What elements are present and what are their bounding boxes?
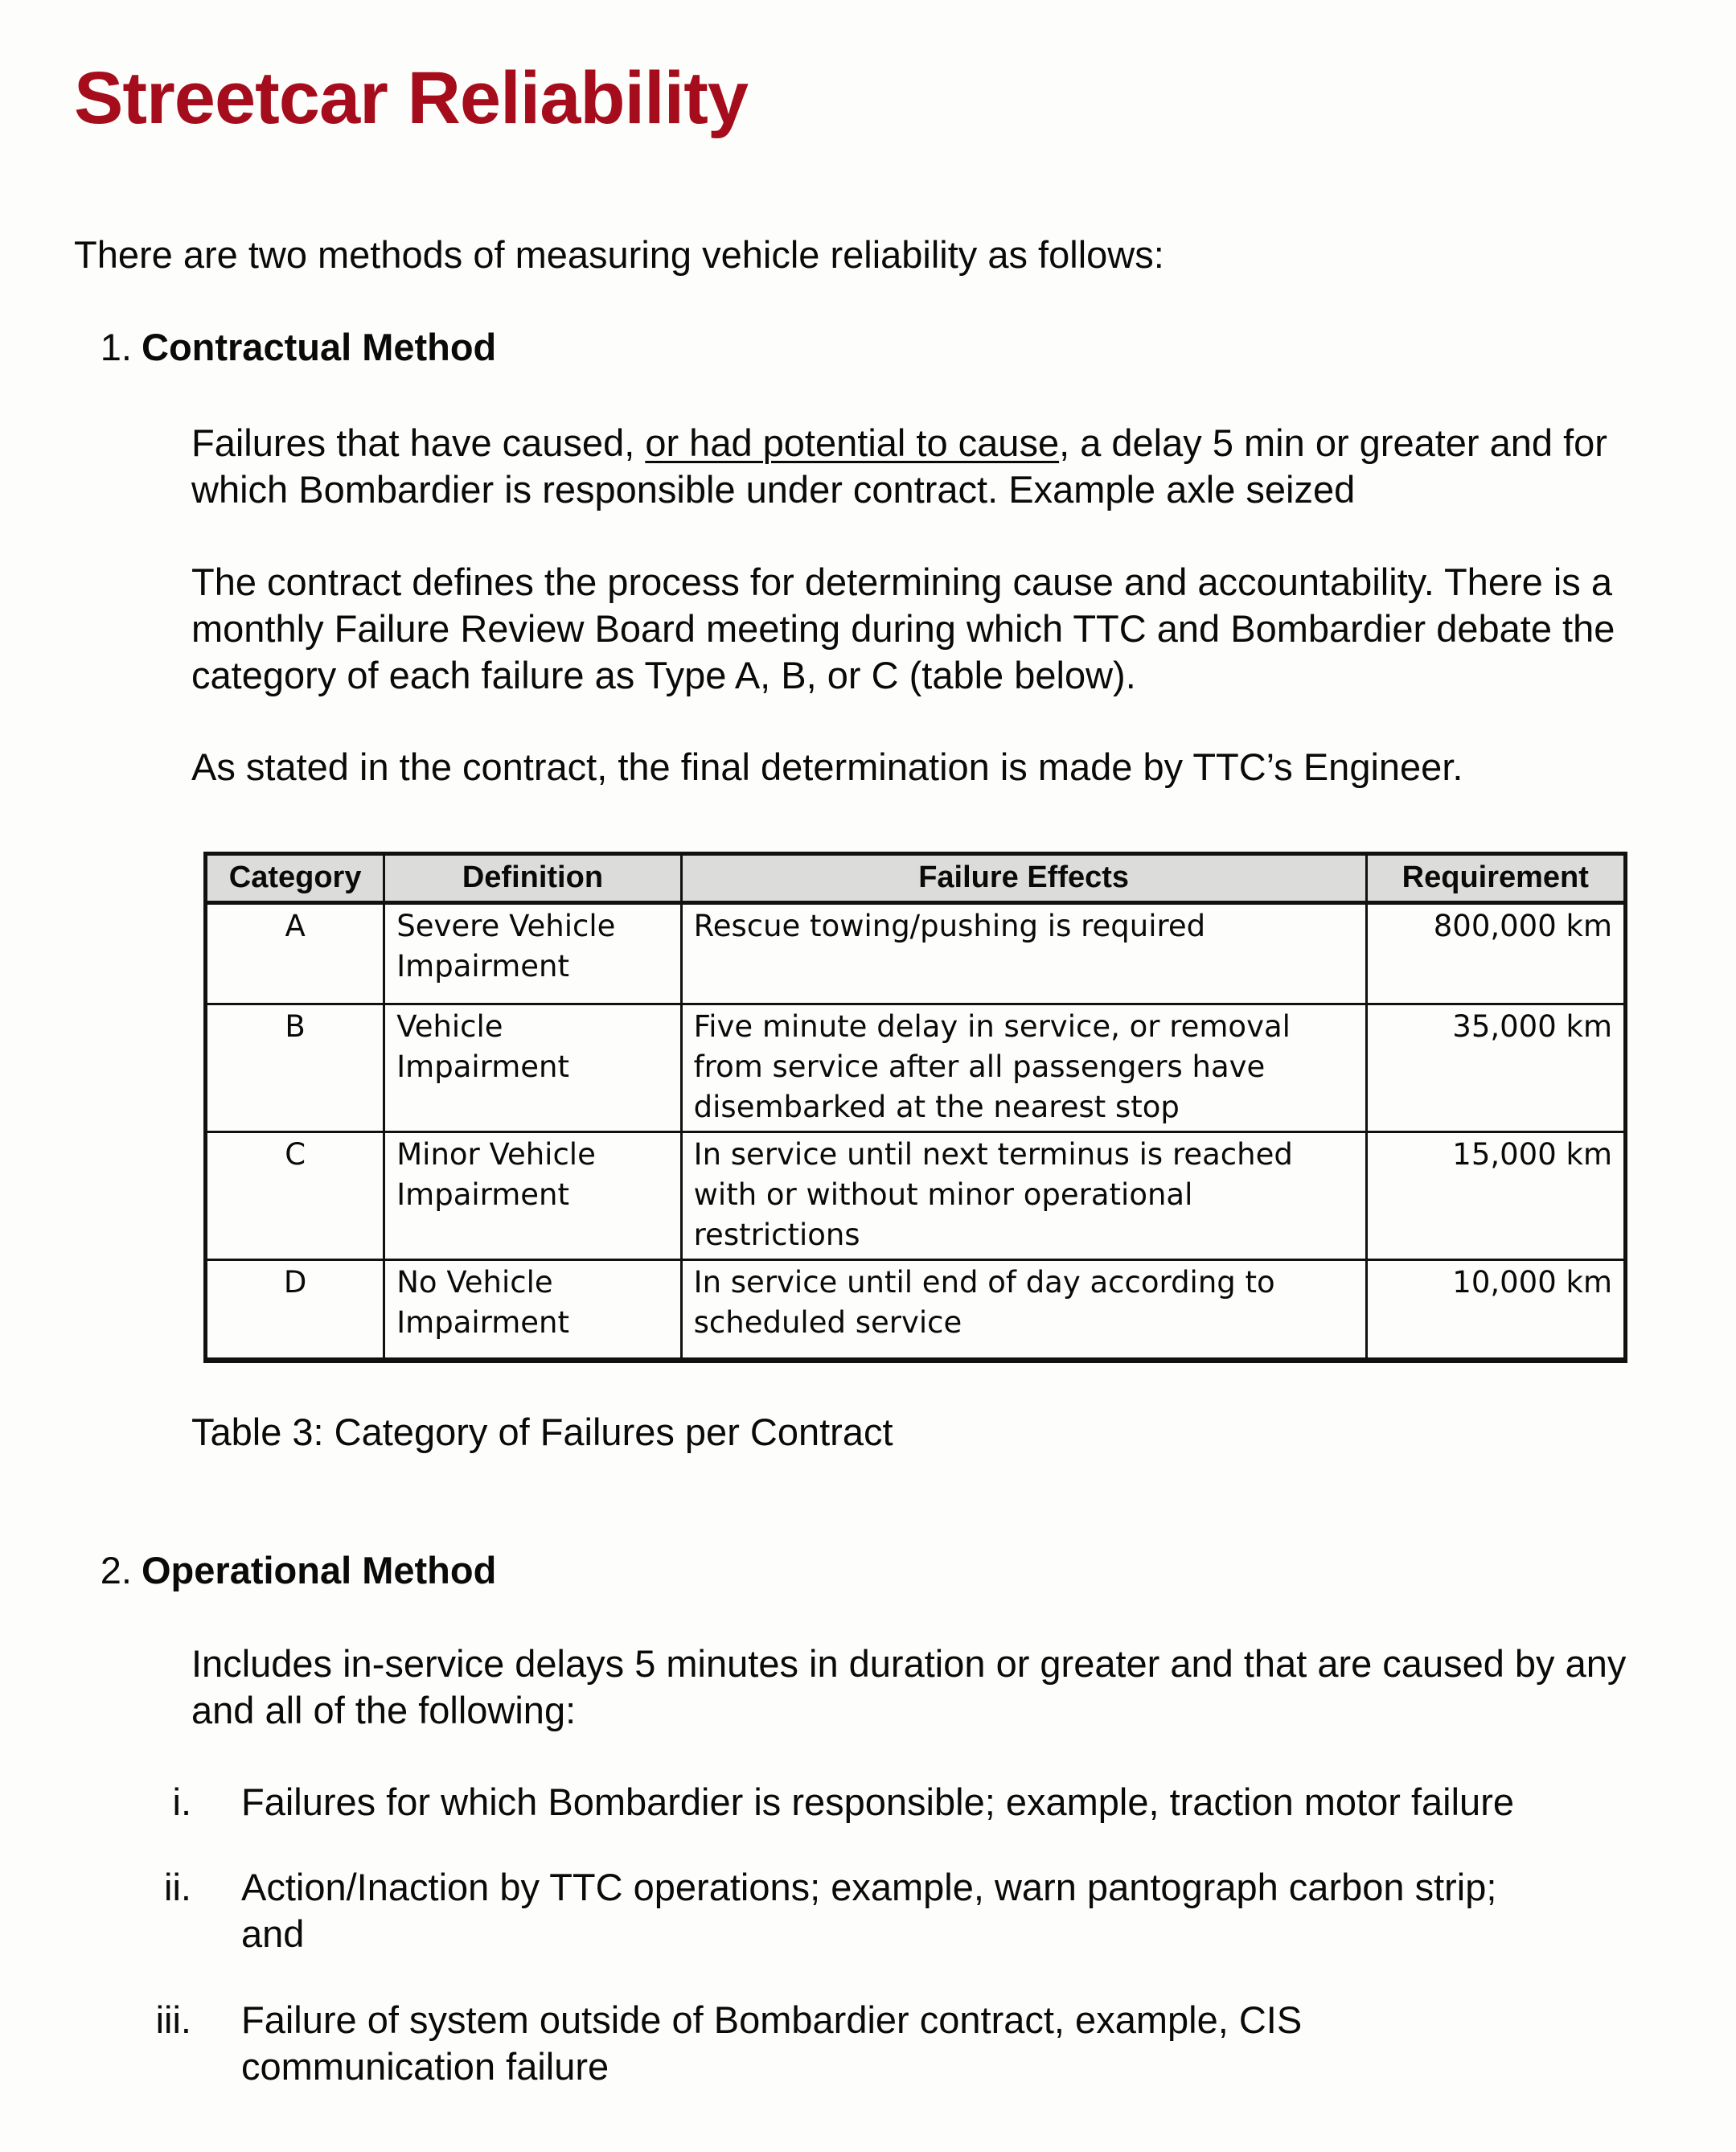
cell-category: A bbox=[206, 903, 384, 1004]
text-run: , a delay 5 min or greater and for which Bombardier is responsible under contract. Example axle seized bbox=[191, 421, 1607, 511]
contract-process-paragraph: The contract defines the process for determining cause and accountability. There is a monthly Failure Review Board meeting during which TTC and Bombardier debate the category of each failure as Type A, B, or C (table below). bbox=[191, 561, 1615, 696]
cell-effects: In service until end of day according to scheduled service bbox=[681, 1260, 1366, 1361]
list-marker: i. bbox=[172, 1780, 191, 1823]
section-title: Contractual Method bbox=[142, 326, 497, 368]
header-failure-effects: Failure Effects bbox=[681, 854, 1366, 903]
cell-requirement: 15,000 km bbox=[1366, 1132, 1625, 1260]
cell-definition: Severe Vehicle Impairment bbox=[384, 903, 681, 1004]
cell-category: B bbox=[206, 1004, 384, 1132]
header-definition: Definition bbox=[384, 854, 681, 903]
cell-category: C bbox=[206, 1132, 384, 1260]
table-header-row bbox=[206, 854, 1626, 903]
list-item-text: Action/Inaction by TTC operations; example, warn pantograph carbon strip; and bbox=[241, 1866, 1497, 1955]
table-caption: Table 3: Category of Failures per Contract bbox=[191, 1411, 893, 1453]
list-item bbox=[172, 1779, 1703, 1826]
section-title: Operational Method bbox=[142, 1549, 497, 1591]
section-heading-contractual bbox=[74, 325, 496, 369]
table-row bbox=[206, 1132, 1626, 1260]
operational-definition-paragraph: Includes in-service delays 5 minutes in duration or greater and that are caused by any and all of the following: bbox=[191, 1642, 1627, 1731]
cell-definition: No Vehicle Impairment bbox=[384, 1260, 681, 1361]
table-row bbox=[206, 1260, 1626, 1361]
list-item bbox=[164, 1864, 1703, 1957]
text-run: Failures that have caused, bbox=[191, 421, 646, 464]
failure-category-table bbox=[203, 852, 1627, 1363]
header-category: Category bbox=[206, 854, 384, 903]
list-item bbox=[155, 1997, 1703, 2090]
intro-text: There are two methods of measuring vehicle reliability as follows: bbox=[74, 233, 1164, 276]
final-determination-paragraph: As stated in the contract, the final determination is made by TTC’s Engineer. bbox=[191, 745, 1463, 788]
cell-effects: In service until next terminus is reached with or without minor operational restrictions bbox=[681, 1132, 1366, 1260]
cell-category: D bbox=[206, 1260, 384, 1361]
list-item-text: Failures for which Bombardier is responsible; example, traction motor failure bbox=[241, 1780, 1514, 1823]
underlined-text: or had potential to cause bbox=[645, 421, 1060, 464]
header-requirement: Requirement bbox=[1366, 854, 1625, 903]
cell-requirement: 35,000 km bbox=[1366, 1004, 1625, 1132]
table-row bbox=[206, 1004, 1626, 1132]
cell-effects: Rescue towing/pushing is required bbox=[681, 903, 1366, 1004]
section-number: 1. bbox=[100, 326, 132, 368]
table-row bbox=[206, 903, 1626, 1004]
list-marker: iii. bbox=[155, 1998, 191, 2041]
cell-effects: Five minute delay in service, or removal from service after all passengers have disembarked at the nearest stop bbox=[681, 1004, 1366, 1132]
section-number: 2. bbox=[100, 1549, 132, 1591]
section-heading-operational bbox=[74, 1548, 496, 1592]
cell-requirement: 10,000 km bbox=[1366, 1260, 1625, 1361]
page-title: Streetcar Reliability bbox=[74, 57, 749, 139]
list-item-text: Failure of system outside of Bombardier contract, example, CIS communication failure bbox=[241, 1998, 1303, 2088]
cell-definition: Minor Vehicle Impairment bbox=[384, 1132, 681, 1260]
cell-definition: Vehicle Impairment bbox=[384, 1004, 681, 1132]
cell-requirement: 800,000 km bbox=[1366, 903, 1625, 1004]
contractual-definition-paragraph bbox=[191, 420, 1639, 513]
list-marker: ii. bbox=[164, 1866, 191, 1908]
